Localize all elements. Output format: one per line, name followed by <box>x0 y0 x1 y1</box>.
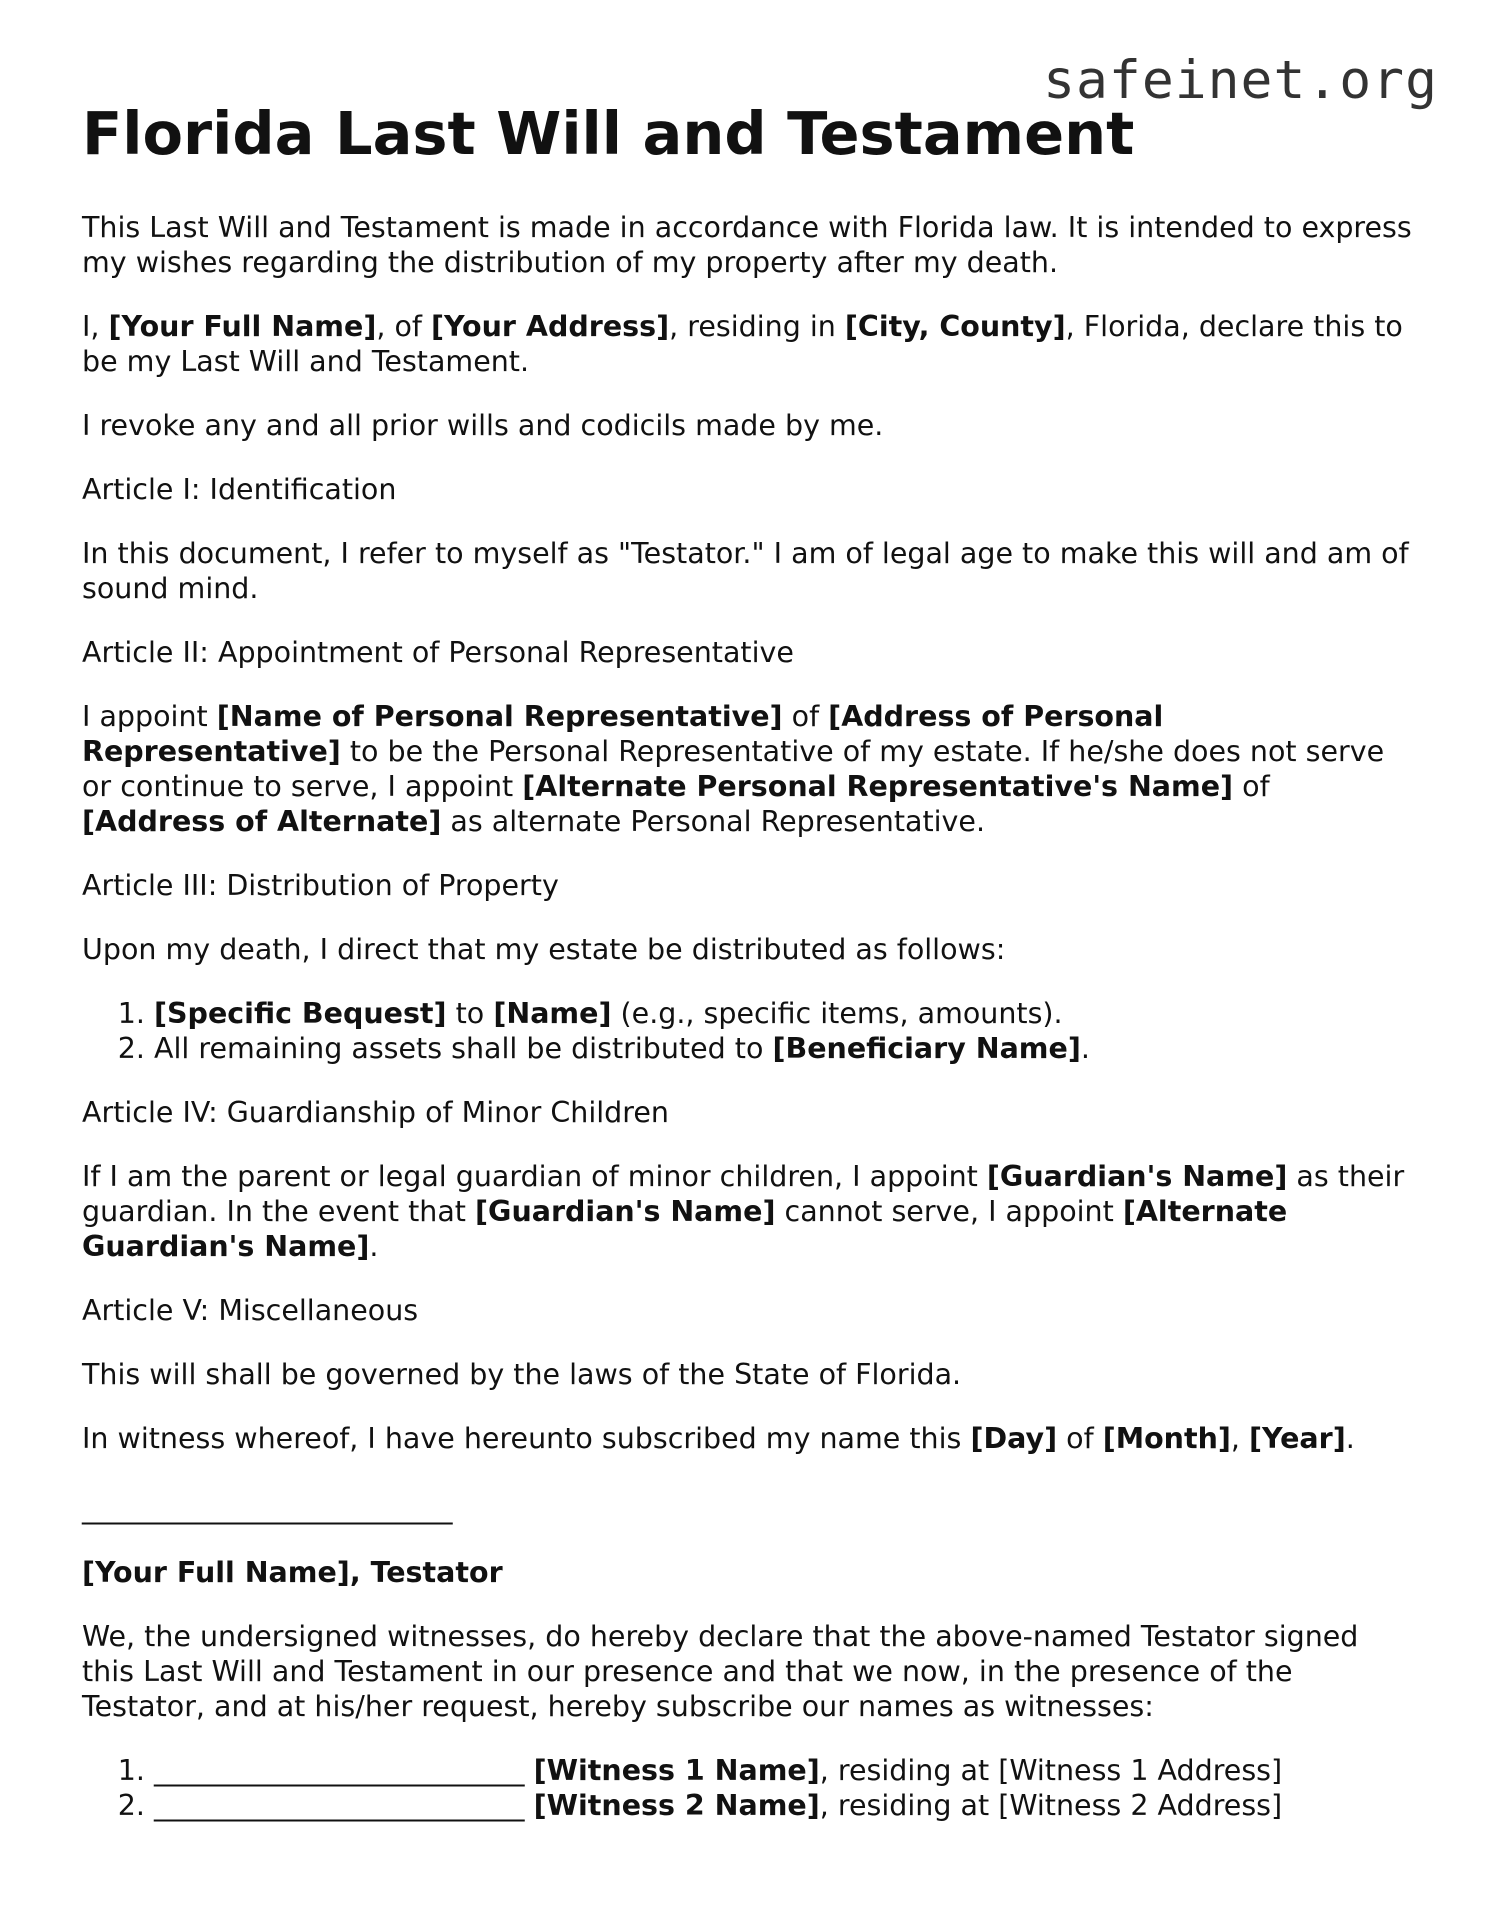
article-1-text: In this document, I refer to myself as "Testator." I am of legal age to make this will and am of sound mind. <box>82 536 1409 605</box>
year-placeholder: [Year] <box>1249 1421 1346 1455</box>
recipient-placeholder: [Name] <box>493 996 612 1030</box>
alt-address-placeholder: [Address of Alternate] <box>82 804 442 838</box>
document-title: Florida Last Will and Testament <box>82 99 1135 168</box>
witness-list <box>82 1753 1412 1823</box>
beneficiary-placeholder: [Beneficiary Name] <box>772 1031 1081 1065</box>
distribution-list <box>82 996 1412 1066</box>
full-name-placeholder: [Your Full Name] <box>108 309 377 343</box>
witness-declaration: We, the undersigned witnesses, do hereby declare that the above-named Testator signed this Last Will and Testament in our presence and that we now, in the presence of the Testator, and at his/her request, hereby subscribe our names as witnesses: <box>82 1619 1359 1723</box>
rep-address-placeholder: [Address of Personal Representative] <box>82 699 1164 768</box>
guardian-placeholder: [Guardian's Name] <box>986 1159 1288 1193</box>
bequest-placeholder: [Specific Bequest] <box>154 996 447 1030</box>
article-2-text: I appoint [Name of Personal Representative] of [Address of Personal Representative] to be the Personal Representative of my estate. If he/she does not serve or continue to serve, I appoint [Alternate Personal Representative's Name] of [Address of Alternate] as alternate Personal Representative. <box>82 699 1385 838</box>
guardian-placeholder: [Guardian's Name] <box>475 1194 776 1228</box>
watermark: safeinet.org <box>1043 50 1438 111</box>
witness-name-placeholder: [Witness 2 Name] <box>533 1788 820 1822</box>
document-page <box>82 100 1412 1852</box>
witness-signature-line: __________________________ <box>154 1788 525 1822</box>
article-3-heading: Article III: Distribution of Property <box>82 868 559 902</box>
witness-signature-line: __________________________ <box>154 1753 525 1787</box>
declaration-paragraph: I, [Your Full Name], of [Your Address], residing in [City, County], Florida, declare this to be my Last Will and Testament. <box>82 309 1403 378</box>
list-item: 1. __________________________ [Witness 1 Name], residing at [Witness 1 Address] <box>154 1753 1412 1788</box>
alt-rep-name-placeholder: [Alternate Personal Representative's Name] <box>522 769 1234 803</box>
article-4-heading: Article IV: Guardianship of Minor Children <box>82 1095 669 1129</box>
testator-signature-line: __________________________ <box>82 1491 453 1525</box>
day-placeholder: [Day] <box>970 1421 1058 1455</box>
revoke-paragraph: I revoke any and all prior wills and codicils made by me. <box>82 408 884 442</box>
address-placeholder: [Your Address] <box>431 309 670 343</box>
list-item: 1. [Specific Bequest] to [Name] (e.g., specific items, amounts). <box>154 996 1412 1031</box>
witness-name-placeholder: [Witness 1 Name] <box>533 1753 820 1787</box>
witness-clause: In witness whereof, I have hereunto subscribed my name this [Day] of [Month], [Year]. <box>82 1421 1355 1455</box>
article-4-text: If I am the parent or legal guardian of minor children, I appoint [Guardian's Name] as their guardian. In the event that [Guardian's Name] cannot serve, I appoint [Alternate Guardian's Name]. <box>82 1159 1405 1263</box>
article-3-text: Upon my death, I direct that my estate be distributed as follows: <box>82 932 1006 966</box>
intro-paragraph: This Last Will and Testament is made in accordance with Florida law. It is intended to express my wishes regarding the distribution of my property after my death. <box>82 210 1412 279</box>
testator-signature-name: [Your Full Name], Testator <box>82 1555 503 1589</box>
rep-name-placeholder: [Name of Personal Representative] <box>216 699 783 733</box>
article-1-heading: Article I: Identification <box>82 472 397 506</box>
list-item: 2. All remaining assets shall be distributed to [Beneficiary Name]. <box>154 1031 1412 1066</box>
article-2-heading: Article II: Appointment of Personal Representative <box>82 635 794 669</box>
article-5-heading: Article V: Miscellaneous <box>82 1293 419 1327</box>
list-item: 2. __________________________ [Witness 2 Name], residing at [Witness 2 Address] <box>154 1788 1412 1823</box>
month-placeholder: [Month] <box>1102 1421 1231 1455</box>
city-county-placeholder: [City, County] <box>844 309 1066 343</box>
alt-guardian-placeholder: [Alternate Guardian's Name] <box>82 1194 1288 1263</box>
article-5-text: This will shall be governed by the laws of the State of Florida. <box>82 1357 962 1391</box>
